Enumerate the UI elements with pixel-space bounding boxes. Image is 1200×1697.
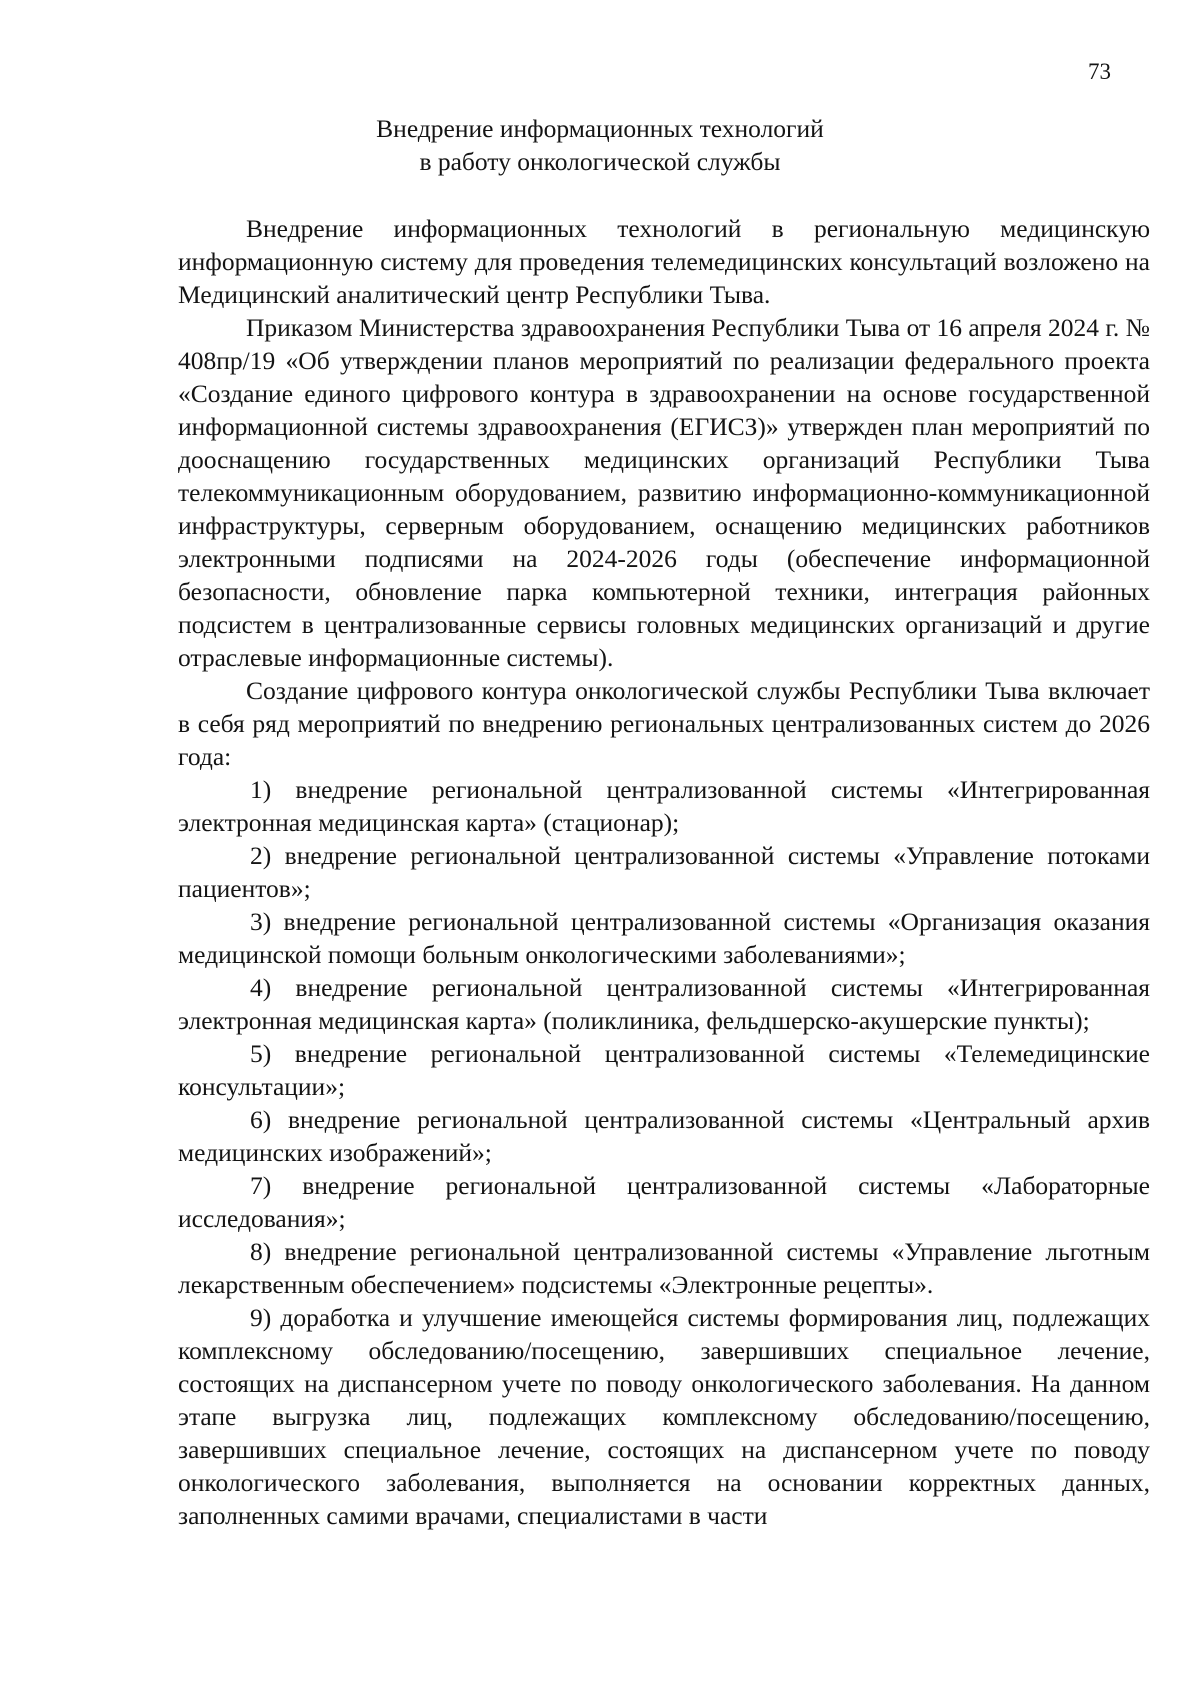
paragraph-3: Создание цифрового контура онкологической службы Республики Тыва включает в себя ряд мероприятий по внедрению региональных централизованных систем до 2026 года: xyxy=(178,676,1150,771)
list-item-3: 3) внедрение региональной централизованной системы «Организация оказания медицинской помощи больным онкологическими заболеваниями»; xyxy=(178,907,1150,969)
section-title xyxy=(0,112,1200,178)
list-item-1: 1) внедрение региональной централизованной системы «Интегрированная электронная медицинская карта» (стационар); xyxy=(178,775,1150,837)
section-title-line-1: Внедрение информационных технологий xyxy=(376,114,824,143)
page-number: 73 xyxy=(1088,59,1111,84)
document-body xyxy=(178,212,1150,1532)
paragraph-1: Внедрение информационных технологий в региональную медицинскую информационную систему для проведения телемедицинских консультаций возложено на Медицинский аналитический центр Республики Тыва. xyxy=(178,214,1150,309)
list-item-9: 9) доработка и улучшение имеющейся системы формирования лиц, подлежащих комплексному обследованию/посещению, завершивших специальное лечение, состоящих на диспансерном учете по поводу онкологического заболевания. На данном этапе выгрузка лиц, подлежащих комплексному обследованию/посещению, завершивших специальное лечение, состоящих на диспансерном учете по поводу онкологического заболевания, выполняется на основании корректных данных, заполненных самими врачами, специалистами в части xyxy=(178,1303,1150,1530)
section-title-line-2: в работу онкологической службы xyxy=(419,147,781,176)
paragraph-2: Приказом Министерства здравоохранения Республики Тыва от 16 апреля 2024 г. № 408пр/19 «Об утверждении планов мероприятий по реализации федерального проекта «Создание единого цифрового контура в здравоохранении на основе государственной информационной системы здравоохранения (ЕГИСЗ)» утвержден план мероприятий по дооснащению государственных медицинских организаций Республики Тыва телекоммуникационным оборудованием, развитию информационно-коммуникационной инфраструктуры, серверным оборудованием, оснащению медицинских работников электронными подписями на 2024-2026 годы (обеспечение информационной безопасности, обновление парка компьютерной техники, интеграция районных подсистем в централизованные сервисы головных медицинских организаций и другие отраслевые информационные системы). xyxy=(178,313,1150,672)
list-item-7: 7) внедрение региональной централизованной системы «Лабораторные исследования»; xyxy=(178,1171,1150,1233)
list-item-2: 2) внедрение региональной централизованной системы «Управление потоками пациентов»; xyxy=(178,841,1150,903)
list-item-8: 8) внедрение региональной централизованной системы «Управление льготным лекарственным обеспечением» подсистемы «Электронные рецепты». xyxy=(178,1237,1150,1299)
list-item-4: 4) внедрение региональной централизованной системы «Интегрированная электронная медицинская карта» (поликлиника, фельдшерско-акушерские пункты); xyxy=(178,973,1150,1035)
list-item-6: 6) внедрение региональной централизованной системы «Центральный архив медицинских изображений»; xyxy=(178,1105,1150,1167)
list-item-5: 5) внедрение региональной централизованной системы «Телемедицинские консультации»; xyxy=(178,1039,1150,1101)
